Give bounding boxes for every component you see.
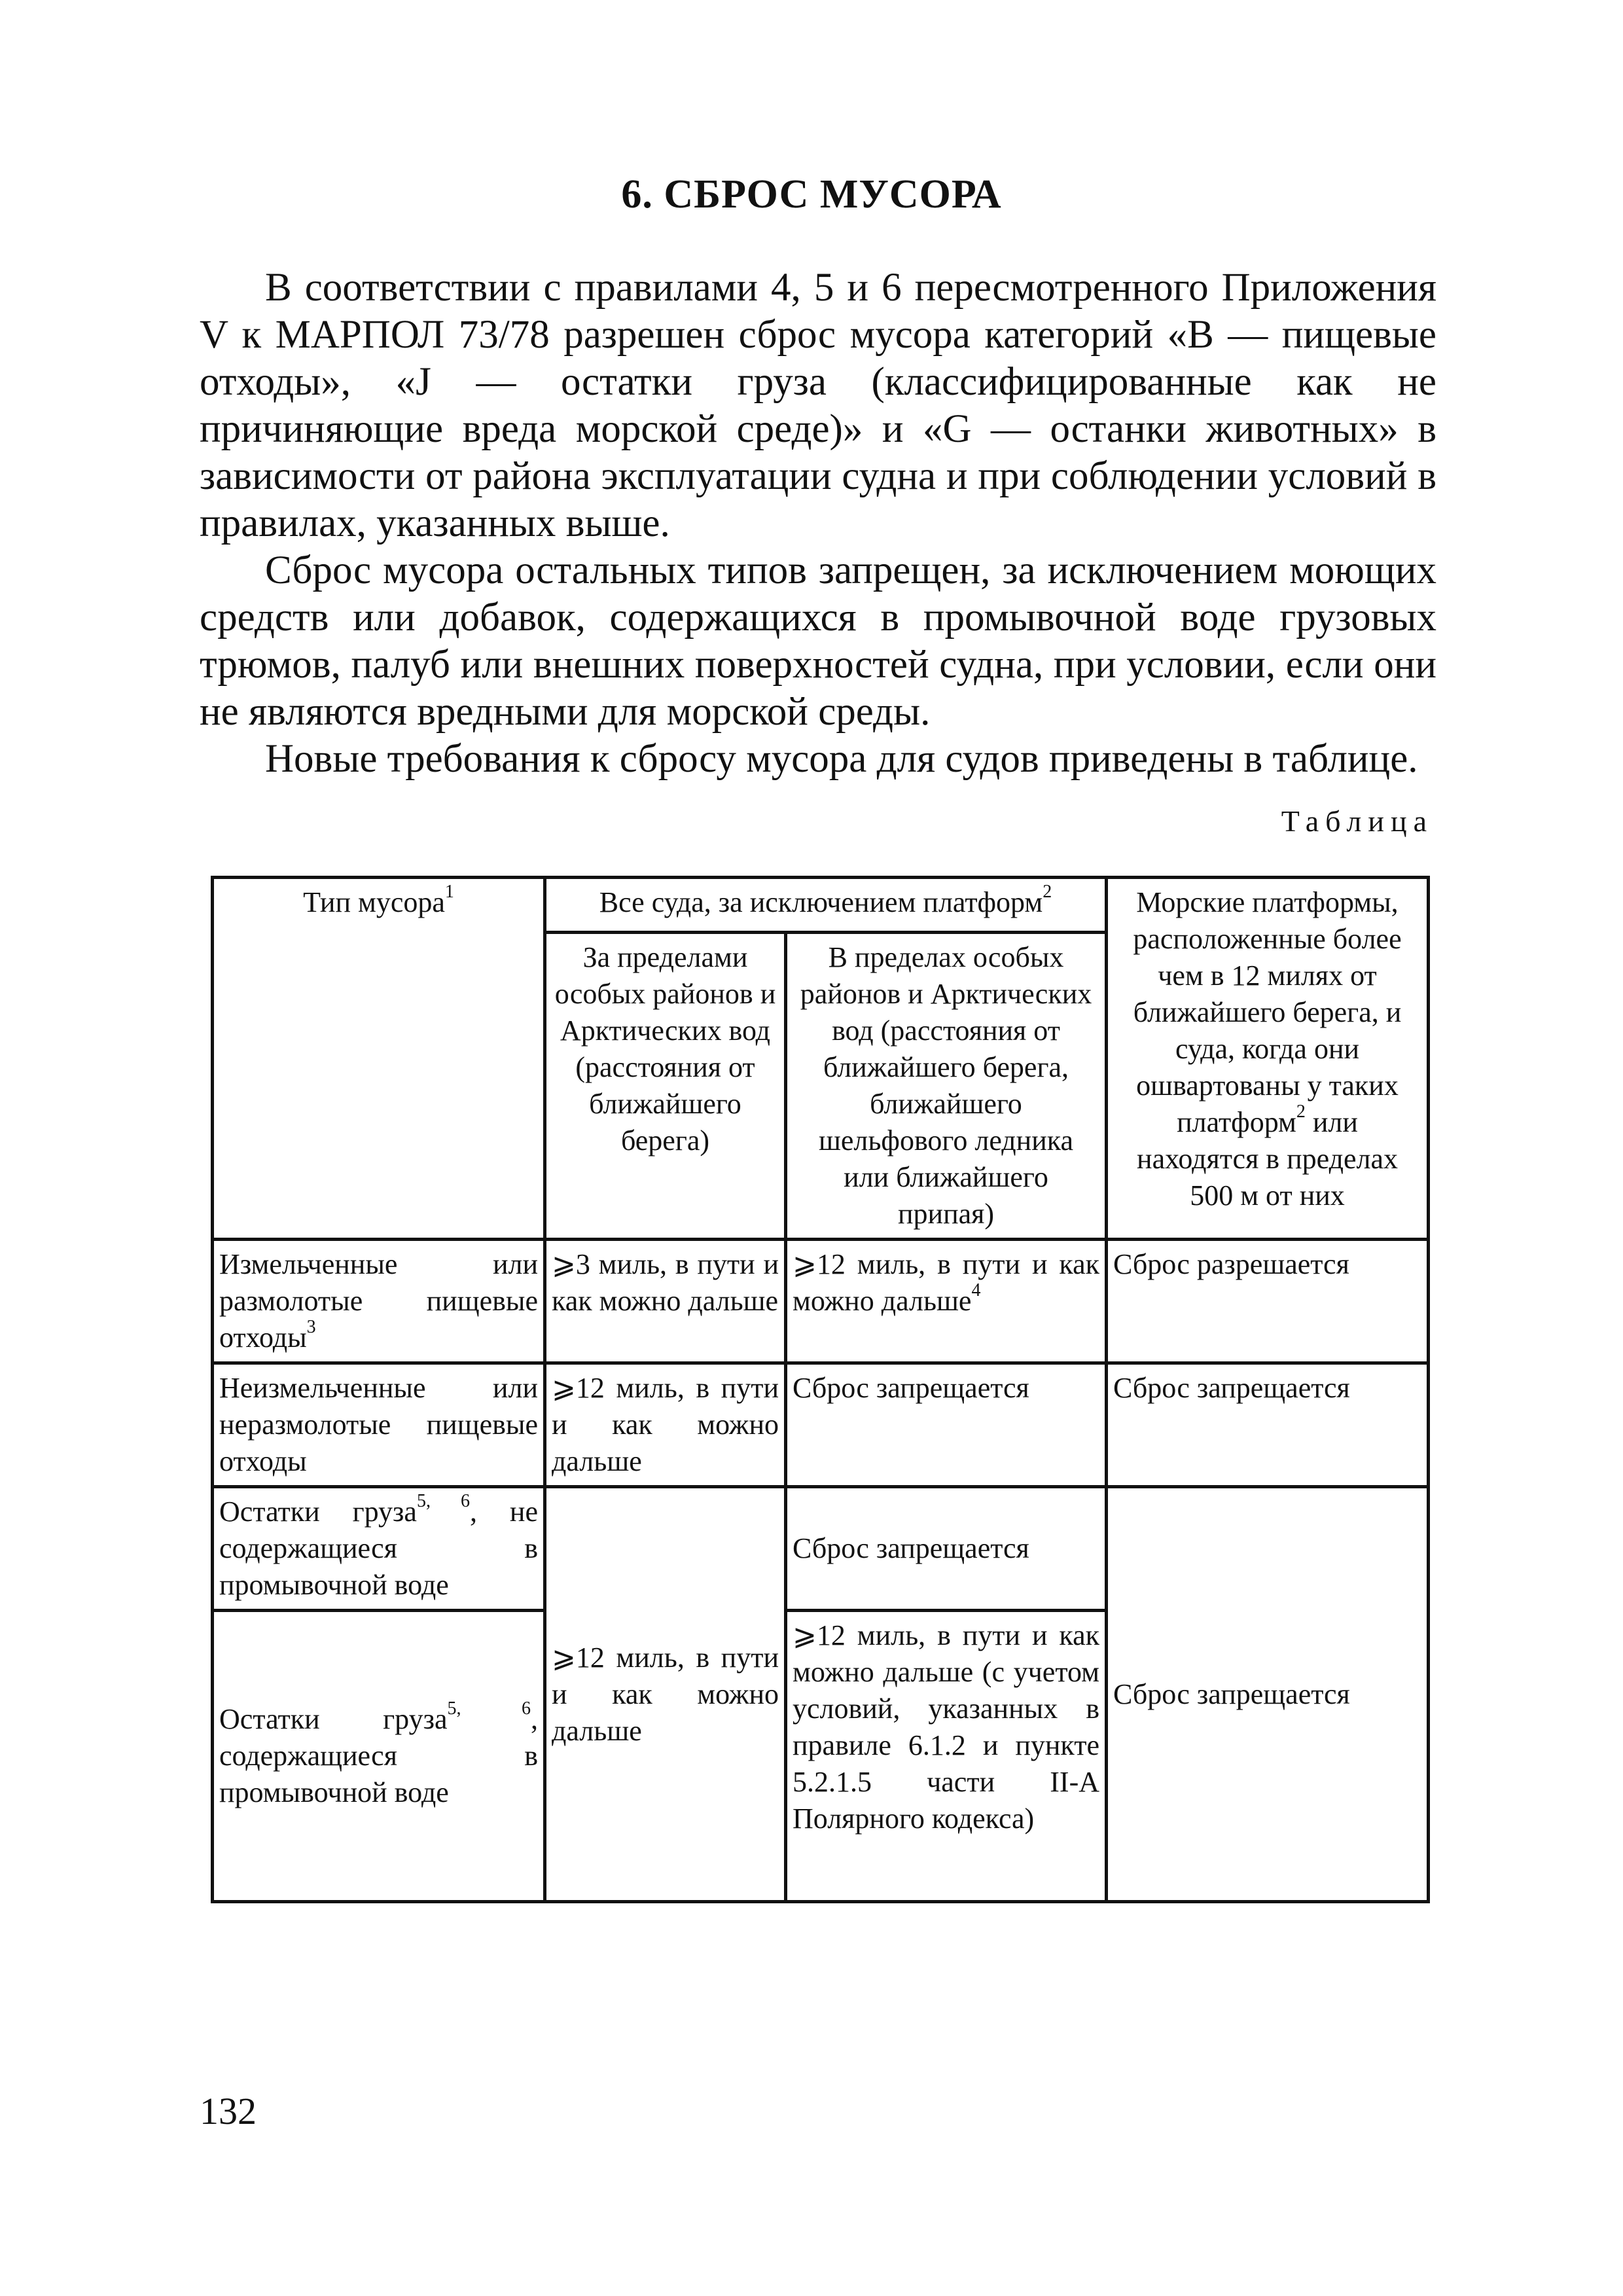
cell-inside: ⩾12 миль, в пути и как можно дальше (с учетом условий, указанных в правиле 6.1.2 и пункте 5.2.1.5 части II-А Полярного кодекса) [786, 1611, 1107, 1902]
paragraph-1: В соответствии с правилами 4, 5 и 6 пересмотренного Приложения V к МАРПОЛ 73/78 разрешен сброс мусора категорий «В — пищевые отходы», «J — остатки груза (классифицированные как не причиняющие вреда морской среде)» и «G — останки животных» в зависимости от района эксплуатации судна и при соблюдении условий в правилах, указанных выше. [200, 266, 1436, 545]
page-title: 6. СБРОС МУСОРА [621, 172, 1002, 217]
cell-outside: ⩾12 миль, в пути и как можно дальше [545, 1363, 786, 1487]
footnote-ref: 2 [1043, 882, 1052, 902]
paragraph-3: Новые требования к сбросу мусора для судов приведены в таблице. [265, 737, 1418, 781]
cell-platforms: Сброс разрешается [1107, 1240, 1429, 1363]
cell-platforms: Сброс запрещается [1107, 1363, 1429, 1487]
header-platforms: Морские платформы, расположенные более чем в 12 милях от ближайшего берега, и суда, когда они ошвартованы у таких платформ$^2$ или находятся в пределах 500 м от них [1107, 878, 1429, 1240]
cell-platforms: Сброс запрещается [1107, 1487, 1429, 1902]
cell-outside: ⩾12 миль, в пути и как можно дальше [545, 1487, 786, 1902]
cell-inside: Сброс запрещается [786, 1487, 1107, 1611]
page-number: 132 [200, 2090, 257, 2132]
cell-garbage-type: Измельченные или размолотые пищевые отходы$^3$ [213, 1240, 545, 1363]
table-row [213, 1487, 1429, 1611]
header-outside-special-areas: За пределами особых районов и Арктических вод (расстояния от ближайшего берега) [545, 933, 786, 1240]
cell-garbage-type: Остатки груза$^{5, 6}$, содержащиеся в промывочной воде [213, 1611, 545, 1902]
table-row [213, 1240, 1429, 1363]
footnote-ref: 3 [306, 1317, 316, 1337]
table-row [213, 1363, 1429, 1487]
footnote-ref: 4 [971, 1280, 981, 1300]
body-text [200, 264, 1436, 783]
footnote-ref: 5, 6 [416, 1491, 470, 1511]
cell-garbage-type: Остатки груза$^{5, 6}$, не содержащиеся в промывочной воде [213, 1487, 545, 1611]
header-all-ships: Все суда, за исключением платформ$^2$ [545, 878, 1107, 933]
footnote-ref: 1 [444, 882, 454, 902]
table-caption: Таблица [1281, 804, 1433, 838]
table-header-row [213, 878, 1429, 933]
cell-outside: ⩾3 миль, в пути и как можно дальше [545, 1240, 786, 1363]
cell-inside: Сброс запрещается [786, 1363, 1107, 1487]
footnote-ref: 2 [1296, 1102, 1306, 1122]
cell-inside: ⩾12 миль, в пути и как можно дальше$^4$ [786, 1240, 1107, 1363]
footnote-ref: 5, 6 [447, 1698, 531, 1719]
cell-garbage-type: Неизмельченные или неразмолотые пищевые отходы [213, 1363, 545, 1487]
garbage-discharge-table [211, 876, 1430, 1903]
header-garbage-type: Тип мусора$^1$ [213, 878, 545, 1240]
paragraph-2: Сброс мусора остальных типов запрещен, за исключением моющих средств или добавок, содержащихся в промывочной воде грузовых трюмов, палуб или внешних поверхностей судна, при условии, если они не являются вредными для морской среды. [200, 548, 1436, 734]
header-inside-special-areas: В пределах особых районов и Арктических вод (расстояния от ближайшего берега, ближайшего шельфового ледника или ближайшего припая) [786, 933, 1107, 1240]
